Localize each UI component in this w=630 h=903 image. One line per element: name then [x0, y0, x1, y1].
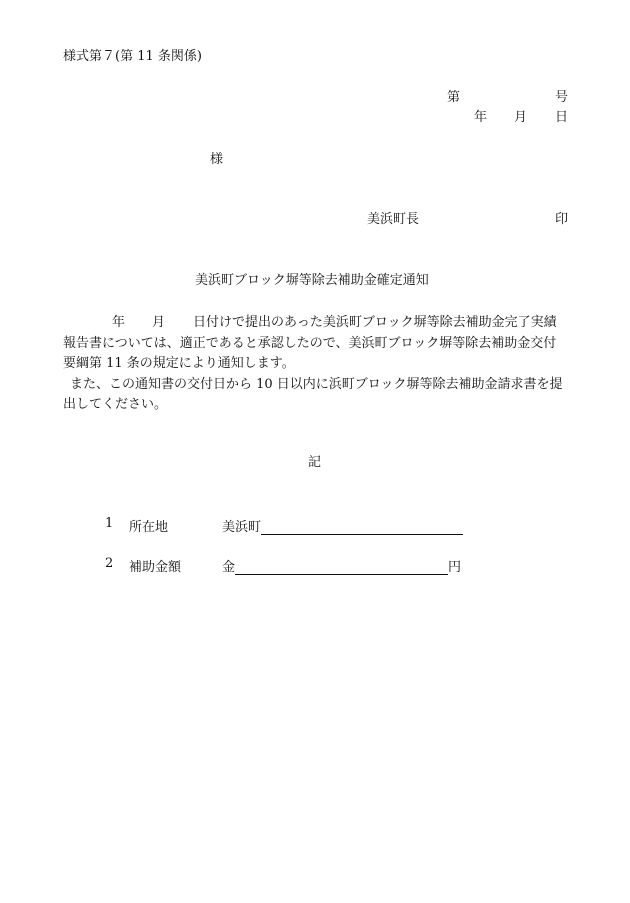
item-label: 補助金額 [129, 560, 182, 575]
body-month-label: 月 [152, 315, 166, 330]
body-line-4-text: また、この通知書の交付日から 10 日以内に浜町ブロック塀等除去補助金請求書を提 [70, 376, 563, 392]
body-line-3: 要綱第 11 条の規定により通知します。 [63, 356, 295, 371]
item-label: 所在地 [129, 520, 169, 535]
sender-name: 美浜町長 [367, 212, 420, 227]
amount-prefix: 金 [222, 560, 236, 575]
document-number-suffix: 号 [555, 90, 569, 105]
body-line-5: 出してください。 [63, 397, 168, 412]
item-location [105, 516, 565, 535]
date-year-label: 年 [474, 110, 488, 125]
body-year-label: 年 [112, 315, 126, 330]
date-month-label: 月 [514, 110, 528, 125]
date-day-label: 日 [555, 110, 569, 125]
body-line-4 [63, 375, 569, 396]
sender-seal: 印 [555, 212, 569, 227]
document-title: 美浜町ブロック塀等除去補助金確定通知 [195, 273, 429, 288]
amount-value [222, 556, 461, 575]
body-line-1-text: 日付けで提出のあった美浜町ブロック塀等除去補助金完了実績 [193, 315, 557, 330]
location-value [222, 516, 463, 535]
item-number: 1 [105, 516, 114, 531]
form-label: 様式第７(第 11 条関係) [63, 49, 202, 64]
body-line-1 [63, 313, 569, 334]
addressee-suffix: 様 [210, 152, 224, 167]
location-blank-line[interactable] [261, 521, 463, 535]
location-prefix: 美浜町 [222, 520, 262, 535]
body-line-2: 報告書については、適正であると承認したので、美浜町ブロック塀等除去補助金交付 [63, 335, 557, 351]
amount-blank-line[interactable] [235, 561, 448, 575]
item-amount [105, 556, 565, 575]
notice-body [63, 313, 569, 416]
ki-heading: 記 [308, 455, 322, 470]
amount-suffix: 円 [448, 560, 462, 575]
item-number: 2 [105, 556, 114, 571]
document-number-prefix: 第 [447, 90, 461, 105]
